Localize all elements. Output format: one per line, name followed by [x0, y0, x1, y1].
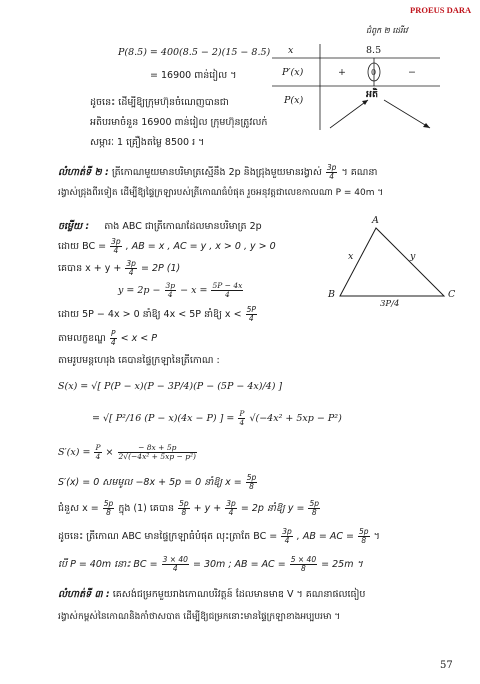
sub-f4-den: 8	[311, 507, 317, 517]
max-area-fraction-1	[281, 528, 293, 545]
sub-f2-num: 5p	[179, 499, 189, 508]
exercise-3-line-1	[58, 590, 365, 601]
y-eq-a: y = 2p −	[118, 284, 161, 296]
solution-line-4	[118, 282, 244, 299]
solution-line-6	[58, 330, 157, 347]
substitution-line	[58, 500, 321, 517]
numeric-text-b: = 30m ; AB = AC =	[192, 558, 286, 570]
derivative-fraction-2	[118, 444, 197, 461]
condition-fraction	[110, 330, 117, 347]
sub-f3-den: 4	[228, 507, 234, 517]
critical-point-line	[58, 474, 258, 491]
conclusion-max-area	[58, 528, 380, 545]
maximum-label: អតិ	[366, 89, 379, 100]
times-sign: ×	[105, 446, 114, 458]
sub-f1-num: 5p	[103, 499, 114, 508]
vertex-a-label: A	[372, 215, 379, 226]
y-fraction-1	[165, 282, 177, 299]
derivative-line	[58, 444, 198, 461]
exercise-3-text-1: គេសង់ជម្រកមួយរាងកោណបរិវត្តន៍ ដែលមានមាឌ V ។ គណនាផលធៀប	[112, 589, 366, 600]
critical-den: 8	[249, 481, 254, 491]
fraction-denominator: 4	[329, 171, 335, 181]
max-area-text-a: ដូចនេះ ត្រីកោណ ABC មានផ្ទៃក្រឡាធំបំផុត លុះត្រាតែ BC =	[58, 530, 278, 542]
y-fraction-2-num: 5P − 4x	[212, 281, 243, 290]
brand-label: PROEUS DARA	[410, 5, 472, 15]
sign-zero: 0	[371, 68, 377, 77]
y-fraction-1-num: 3p	[165, 281, 176, 290]
exercise-2-text-a: ត្រីកោណមួយមានបរិមាត្រស្មើនឹង 2p និងជ្រុងមួយមានរង្វាស់	[111, 166, 322, 178]
exercise-2-fraction	[326, 164, 338, 181]
side-x-label: x	[348, 251, 354, 262]
row-function-label: P(x)	[284, 95, 304, 106]
fraction-numerator: 3p	[326, 163, 337, 172]
sub-text-c: + y +	[193, 502, 222, 514]
numeric-f2-num: 5 × 40	[290, 555, 317, 564]
y-fraction-1-den: 4	[167, 289, 173, 299]
x-bound-fraction	[246, 306, 257, 323]
area-fraction-den: 4	[239, 417, 245, 427]
conclusion-line-3: សម្ភារៈ 1 គ្រឿងតម្លៃ 8500 រ ។	[90, 137, 205, 148]
numeric-text-a: បើ P = 40m នោះ BC =	[58, 558, 158, 570]
p-value-result: = 16900 ពាន់រៀល ។	[150, 70, 237, 81]
sub-fraction-4	[308, 500, 320, 517]
sign-plus: +	[338, 67, 346, 78]
exercise-3-line-2: រង្វាស់កម្ពស់នៃកោណនិងកាំថាសបាត ដើម្បីឱ្យជម្រកនោះមានផ្ទៃក្រឡាខាងអប្បបរមា ។	[58, 612, 341, 622]
deriv-f2-num: − 8x + 5p	[118, 444, 197, 453]
max-area-fraction-2	[358, 528, 370, 545]
area-formula-2	[92, 410, 342, 427]
area-fraction	[238, 410, 245, 427]
conclusion-line-1: ដូចនេះ ដើម្បីឱ្យក្រុមហ៊ុនចំណេញបានជា	[90, 97, 229, 108]
variation-table-lines	[272, 42, 442, 132]
numeric-f1-den: 4	[172, 563, 178, 573]
bc-fraction	[110, 238, 122, 255]
max-f1-den: 4	[284, 535, 290, 545]
max-f1-num: 3p	[282, 527, 292, 536]
numeric-fraction-2	[290, 556, 317, 573]
exercise-2-line-2: រង្វាស់ជ្រុងពីរទៀត ដើម្បីឱ្យផ្ទៃក្រឡារបស់ត្រីកោណធំបំផុត រួចអនុវត្តជាលេខកាលណា P = 40m ។	[58, 188, 384, 198]
y-fraction-2-den: 4	[225, 289, 230, 299]
perimeter-eq-b: = 2P (1)	[140, 262, 181, 274]
row-x-value: 8.5	[366, 45, 382, 56]
max-area-text-b: , AB = AC =	[296, 530, 354, 542]
derivative-fraction-1	[94, 444, 101, 461]
exercise-2-text-b: ។ គណនា	[341, 166, 378, 178]
perimeter-fraction	[125, 260, 137, 277]
area-formula-2a: = √[ P²/16 (P − x)(4x − P) ] =	[92, 412, 235, 424]
max-f2-num: 5p	[359, 527, 369, 536]
exercise-3-heading: លំហាត់ទី ៣ :	[58, 589, 110, 600]
sub-text-d: = 2p នាំឱ្យ y =	[240, 502, 305, 514]
heron-line: តាមរូបមន្តហេរុង គេបានផ្ទៃក្រឡានៃត្រីកោណ :	[58, 355, 220, 366]
y-eq-b: − x =	[180, 284, 208, 296]
solution-line-2	[58, 238, 276, 255]
conclusion-line-2: អតិបរមាចំនួន 16900 ពាន់រៀល ក្រុមហ៊ុនត្រូវលក់	[90, 117, 268, 128]
sub-fraction-3	[225, 500, 237, 517]
condition-den: 4	[110, 337, 116, 347]
bc-given: ដោយ BC =	[58, 240, 107, 252]
side-y-label: y	[410, 251, 416, 262]
critical-point-text: S′(x) = 0 សមមូល −8x + 5p = 0 នាំឱ្យ x =	[58, 476, 242, 488]
vertex-b-label: B	[328, 289, 335, 300]
critical-point-fraction	[246, 474, 258, 491]
sub-f2-den: 8	[181, 507, 187, 517]
x-bound-den: 4	[248, 313, 254, 323]
solution-heading: ចម្លើយ :	[58, 221, 90, 232]
exercise-2-heading: លំហាត់ទី ២ :	[58, 166, 109, 178]
solution-line-3	[58, 260, 180, 277]
derivative-label: S′(x) =	[58, 446, 91, 458]
base-label: 3P/4	[380, 299, 400, 309]
max-f2-den: 8	[361, 535, 367, 545]
row-x-label: x	[288, 45, 294, 56]
row-derivative-label: P′(x)	[282, 67, 304, 78]
area-radical: √(−4x² + 5xp − P²)	[249, 412, 342, 424]
p-value-line: P(8.5) = 400(8.5 − 2)(15 − 8.5)	[118, 47, 271, 58]
sub-fraction-1	[103, 500, 115, 517]
triangle-drawing	[332, 215, 454, 308]
perimeter-eq-a: គេបាន x + y +	[58, 262, 122, 274]
exercise-2-line-1	[58, 164, 377, 181]
x-bound-text: ដោយ 5P − 4x > 0 នាំឱ្យ 4x < 5P នាំឱ្យ x <	[58, 308, 242, 320]
x-bound-num: 5P	[246, 305, 256, 314]
area-formula-1: S(x) = √[ P(P − x)(P − 3P/4)(P − (5P − 4x)/4) ]	[58, 381, 283, 392]
sub-text-b: ក្នុង (1) គេបាន	[118, 502, 175, 514]
perimeter-denominator: 4	[128, 267, 134, 277]
sign-minus: −	[408, 67, 416, 78]
sub-text-a: ជំនួស x =	[58, 502, 99, 514]
sub-f1-den: 8	[106, 507, 111, 517]
condition-text: តាមលក្ខខណ្ឌ	[58, 332, 106, 344]
deriv-f1-num: P	[95, 443, 101, 452]
page-number: 57	[440, 660, 453, 671]
condition-num: P	[110, 329, 116, 338]
sub-f4-num: 5p	[309, 499, 320, 508]
bc-denominator: 4	[113, 245, 119, 255]
sub-fraction-2	[178, 500, 190, 517]
critical-num: 5p	[246, 473, 257, 482]
bc-numerator: 3p	[111, 237, 121, 246]
area-fraction-num: P	[239, 409, 245, 418]
chapter-title: ជំពូក ២ ដេរីវេ	[366, 26, 408, 35]
sub-f3-num: 3p	[226, 499, 236, 508]
numeric-fraction-1	[162, 556, 189, 573]
y-fraction-2	[211, 282, 243, 299]
deriv-f2-den: 2√(−4x² + 5xp − p²)	[118, 451, 196, 461]
max-area-text-c: ។	[373, 530, 380, 542]
numeric-f1-num: 3 × 40	[162, 555, 188, 564]
deriv-f1-den: 4	[95, 451, 101, 461]
perimeter-numerator: 3p	[126, 259, 136, 268]
numeric-text-c: = 25m ។	[321, 558, 363, 570]
condition-range: < x < P	[120, 332, 157, 344]
sides-given: , AB = x , AC = y , x > 0 , y > 0	[125, 240, 276, 252]
solution-line-5	[58, 306, 258, 323]
vertex-c-label: C	[448, 289, 456, 300]
solution-line-1	[58, 222, 262, 233]
numeric-f2-den: 8	[301, 563, 306, 573]
numeric-application	[58, 556, 363, 573]
solution-intro: តាង ABC ជាត្រីកោណដែលមានបរិមាត្រ 2p	[104, 221, 262, 232]
